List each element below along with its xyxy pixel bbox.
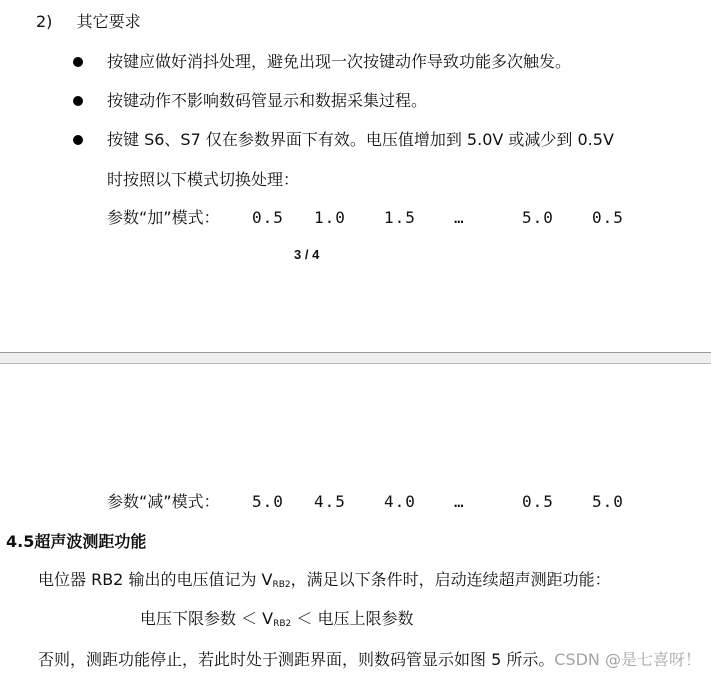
sub-mode-ellipsis: … (454, 492, 465, 511)
add-mode-label: 参数“加”模式： (107, 208, 220, 227)
subscript-rb2: RB2 (273, 619, 292, 629)
paragraph-text: ，满足以下条件时，启动连续超声测距功能： (290, 570, 611, 589)
csdn-watermark: CSDN @是七喜呀！ (554, 650, 701, 669)
section-heading-ultrasonic: 4.5超声波测距功能 (6, 532, 147, 551)
section-heading (36, 12, 141, 32)
formula-left: 电压下限参数 ＜ V (140, 609, 274, 628)
add-mode-value: 1.5 (384, 208, 416, 227)
paragraph-text: 电位器 RB2 输出的电压值记为 V (38, 570, 273, 589)
add-mode-value: 1.0 (314, 208, 346, 227)
paragraph-condition-intro (38, 570, 611, 595)
sub-mode-value: 5.0 (592, 492, 624, 511)
sub-mode-value: 0.5 (522, 492, 554, 511)
document-page-bottom (0, 364, 711, 681)
sub-mode-label: 参数“减”模式： (107, 492, 220, 511)
bullet-text-3: 按键 S6、S7 仅在参数界面下有效。电压值增加到 5.0V 或减少到 0.5V (107, 130, 614, 149)
page-number: 3 / 4 (294, 247, 320, 262)
paragraph-otherwise: 否则，测距功能停止，若此时处于测距界面，则数码管显示如图 5 所示。 (38, 650, 555, 669)
add-mode-value: 0.5 (592, 208, 624, 227)
add-mode-ellipsis: … (454, 208, 465, 227)
condition-formula (140, 609, 413, 634)
page-separator (0, 352, 711, 364)
add-mode-value: 0.5 (252, 208, 284, 227)
subscript-rb2: RB2 (272, 580, 291, 590)
formula-right: ＜ 电压上限参数 (291, 609, 414, 628)
add-mode-value: 5.0 (522, 208, 554, 227)
section-label: 2) (36, 12, 53, 31)
sub-mode-value: 5.0 (252, 492, 284, 511)
bullet-text-2: 按键动作不影响数码管显示和数据采集过程。 (107, 91, 428, 110)
bullet-dot (73, 96, 83, 106)
bullet-dot (73, 135, 83, 145)
bullet-text-3-continued: 时按照以下模式切换处理： (107, 170, 300, 189)
sub-mode-value: 4.5 (314, 492, 346, 511)
sub-mode-value: 4.0 (384, 492, 416, 511)
bullet-dot (73, 57, 83, 67)
section-title: 其它要求 (76, 12, 141, 31)
bullet-text-1: 按键应做好消抖处理，避免出现一次按键动作导致功能多次触发。 (107, 52, 572, 71)
